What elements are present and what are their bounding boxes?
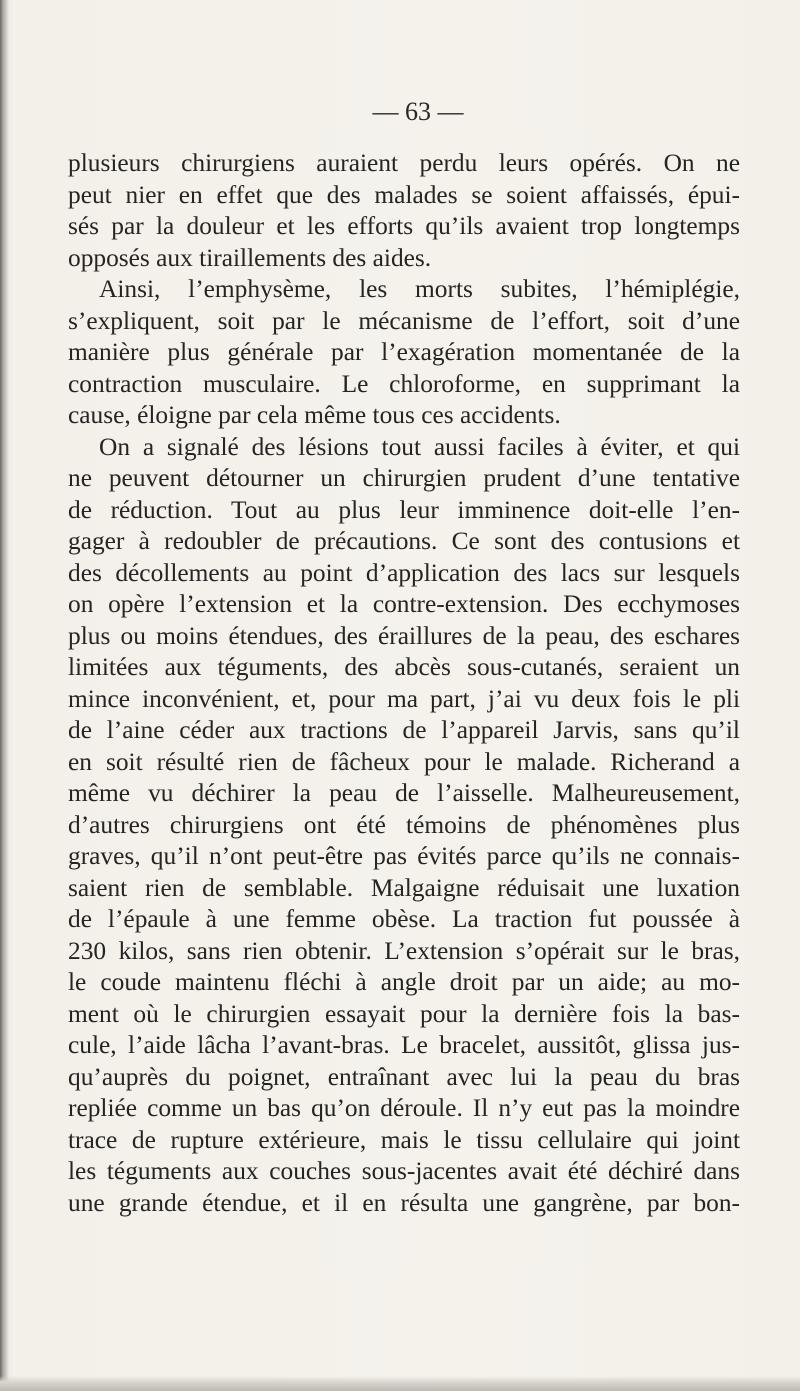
text-line: de réduction. Tout au plus leur imminence doit-elle l’en-: [68, 495, 740, 524]
body-text: [68, 148, 740, 1219]
text-line: qu’auprès du poignet, entraînant avec lui la peau du bras: [68, 1062, 740, 1091]
text-line: ne peuvent détourner un chirurgien prudent d’une tentative: [68, 464, 740, 492]
text-line: en soit résulté rien de fâcheux pour le malade. Richerand a: [68, 747, 740, 776]
text-line: ment où le chirurgien essayait pour la dernière fois la bas-: [68, 999, 740, 1028]
text-line: de l’épaule à une femme obèse. La traction fut poussée à: [68, 905, 740, 933]
text-line: cule, l’aide lâcha l’avant-bras. Le bracelet, aussitôt, glissa jus-: [68, 1031, 740, 1059]
text-line: cause, éloigne par cela même tous ces accidents.: [68, 401, 561, 429]
text-line: une grande étendue, et il en résulta une gangrène, par bon-: [68, 1188, 740, 1217]
text-line: On a signalé des lésions tout aussi faciles à éviter, et qui: [99, 432, 740, 461]
text-line: s’expliquent, soit par le mécanisme de l’effort, soit d’une: [68, 306, 740, 335]
text-line: Ainsi, l’emphysème, les morts subites, l’hémiplégie,: [99, 275, 740, 303]
text-line: manière plus générale par l’exagération momentanée de la: [68, 338, 740, 366]
text-line: sés par la douleur et les efforts qu’ils avaient trop longtemps: [68, 212, 740, 240]
page-number: — 63 —: [372, 97, 464, 126]
text-line: opposés aux tiraillements des aides.: [68, 243, 432, 272]
text-line: limitées aux téguments, des abcès sous-cutanés, seraient un: [68, 653, 740, 681]
text-line: 230 kilos, sans rien obtenir. L’extension s’opérait sur le bras,: [68, 936, 740, 965]
text-line: contraction musculaire. Le chloroforme, en supprimant la: [68, 369, 740, 398]
text-line: de l’aine céder aux tractions de l’appareil Jarvis, sans qu’il: [68, 716, 740, 744]
text-line: plus ou moins étendues, des éraillures de la peau, des eschares: [68, 621, 740, 650]
text-line: gager à redoubler de précautions. Ce sont des contusions et: [68, 527, 740, 555]
text-line: saient rien de semblable. Malgaigne réduisait une luxation: [68, 873, 740, 902]
text-line: même vu déchirer la peau de l’aisselle. Malheureusement,: [68, 779, 740, 807]
text-line: d’autres chirurgiens ont été témoins de phénomènes plus: [68, 810, 740, 839]
text-line: les téguments aux couches sous-jacentes avait été déchiré dans: [68, 1157, 740, 1185]
text-line: des décollements au point d’application des lacs sur lesquels: [68, 558, 740, 587]
text-line: le coude maintenu fléchi à angle droit par un aide; au mo-: [68, 968, 740, 996]
text-line: graves, qu’il n’ont peut-être pas évités parce qu’ils ne connais-: [68, 842, 740, 870]
text-line: trace de rupture extérieure, mais le tissu cellulaire qui joint: [68, 1125, 740, 1154]
text-line: mince inconvénient, et, pour ma part, j’ai vu deux fois le pli: [68, 684, 740, 713]
text-line: peut nier en effet que des malades se soient affaissés, épui-: [68, 180, 740, 209]
text-line: plusieurs chirurgiens auraient perdu leurs opérés. On ne: [68, 149, 740, 177]
binding-shadow: [0, 0, 9, 1391]
text-line: repliée comme un bas qu’on déroule. Il n’y eut pas la moindre: [68, 1094, 740, 1122]
page-bottom-edge: [0, 1376, 800, 1391]
text-line: on opère l’extension et la contre-extension. Des ecchymoses: [68, 590, 740, 618]
